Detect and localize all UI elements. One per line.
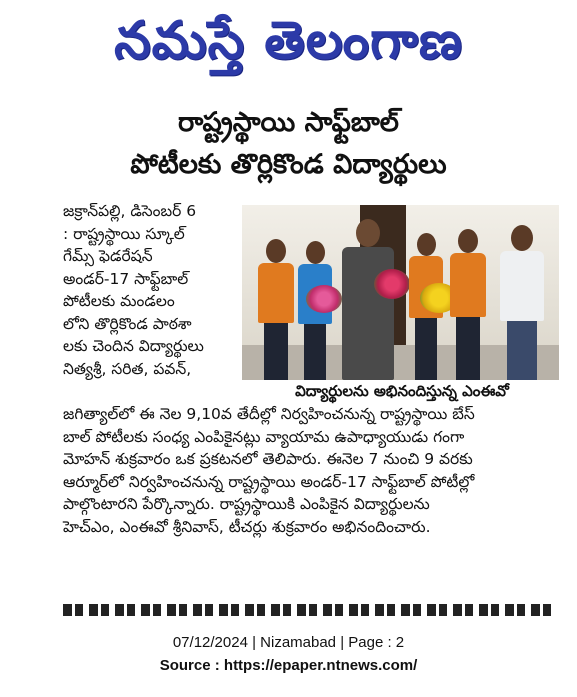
article-line: హెచ్‌ఎం, ఎంఈవో శ్రీనివాస్, టీచర్లు శుక్రవారం అభినందించారు. bbox=[63, 517, 431, 536]
headline-line-1: రాష్ట్రస్థాయి సాఫ్ట్‌బాల్ bbox=[178, 107, 399, 138]
flower-bouquet bbox=[374, 269, 410, 299]
article-column-text bbox=[63, 200, 245, 380]
student-figure bbox=[448, 229, 488, 380]
article-line: లోని తొర్లికొండ పాఠశా bbox=[63, 314, 192, 333]
article-line: పాల్గొంటారని పేర్కొన్నారు. రాష్ట్రస్థాయికి ఎంపికైన విద్యార్థులను bbox=[63, 495, 430, 513]
article-line: మోహన్ శుక్రవారం ఒక ప్రకటనలో తెలిపారు. ఈనెల 7 నుంచి 9 వరకు bbox=[63, 450, 473, 468]
photo-caption: విద్యార్థులను అభినందిస్తున్న ఎంఈవో bbox=[295, 382, 509, 400]
student-figure bbox=[256, 239, 296, 380]
flower-bouquet bbox=[306, 285, 342, 313]
footer-source-line: Source : https://epaper.ntnews.com/ bbox=[159, 657, 418, 674]
headline-line-2: పోటీలకు తొర్లికొండ విద్యార్థులు bbox=[130, 149, 447, 180]
article-line: బాల్ పోటీలకు సంధ్య ఎంపికైనట్లు వ్యాయామ ఉపాధ్యాయుడు గంగా bbox=[63, 427, 465, 446]
article-line: జక్రాన్‌పల్లి, డిసెంబర్ 6 bbox=[63, 202, 197, 220]
official-figure bbox=[340, 219, 396, 380]
article-full-width-text bbox=[63, 403, 556, 538]
article-line: అండర్-17 సాఫ్ట్‌బాల్ bbox=[63, 269, 189, 288]
article-line: : రాష్ట్రస్థాయి స్కూల్ bbox=[63, 224, 185, 243]
cut-off-next-headline bbox=[63, 604, 553, 616]
article-line: జగిత్యాల్‌లో ఈ నెల 9,10వ తేదీల్లో నిర్వహించనున్న రాష్ట్రస్థాయి బేస్ bbox=[63, 405, 475, 423]
article-line: ఆర్మూర్‌లో నిర్వహించనున్న రాష్ట్రస్థాయి అండర్-17 సాఫ్ట్‌బాల్ పోటీల్లో bbox=[63, 472, 475, 491]
footer-date-line: 07/12/2024 | Nizamabad | Page : 2 bbox=[172, 634, 405, 651]
article-line: నిత్యశ్రీ, సరిత, పవన్, bbox=[63, 359, 192, 378]
teacher-figure bbox=[498, 225, 546, 380]
article-line: లకు చెందిన విద్యార్థులు bbox=[63, 337, 204, 355]
article-line: పోటీలకు మండలం bbox=[63, 292, 175, 310]
newspaper-masthead: నమస్తే తెలంగాణ bbox=[114, 10, 463, 71]
article-line: గేమ్స్ ఫెడరేషన్ bbox=[63, 247, 153, 265]
article-photo bbox=[242, 205, 559, 380]
